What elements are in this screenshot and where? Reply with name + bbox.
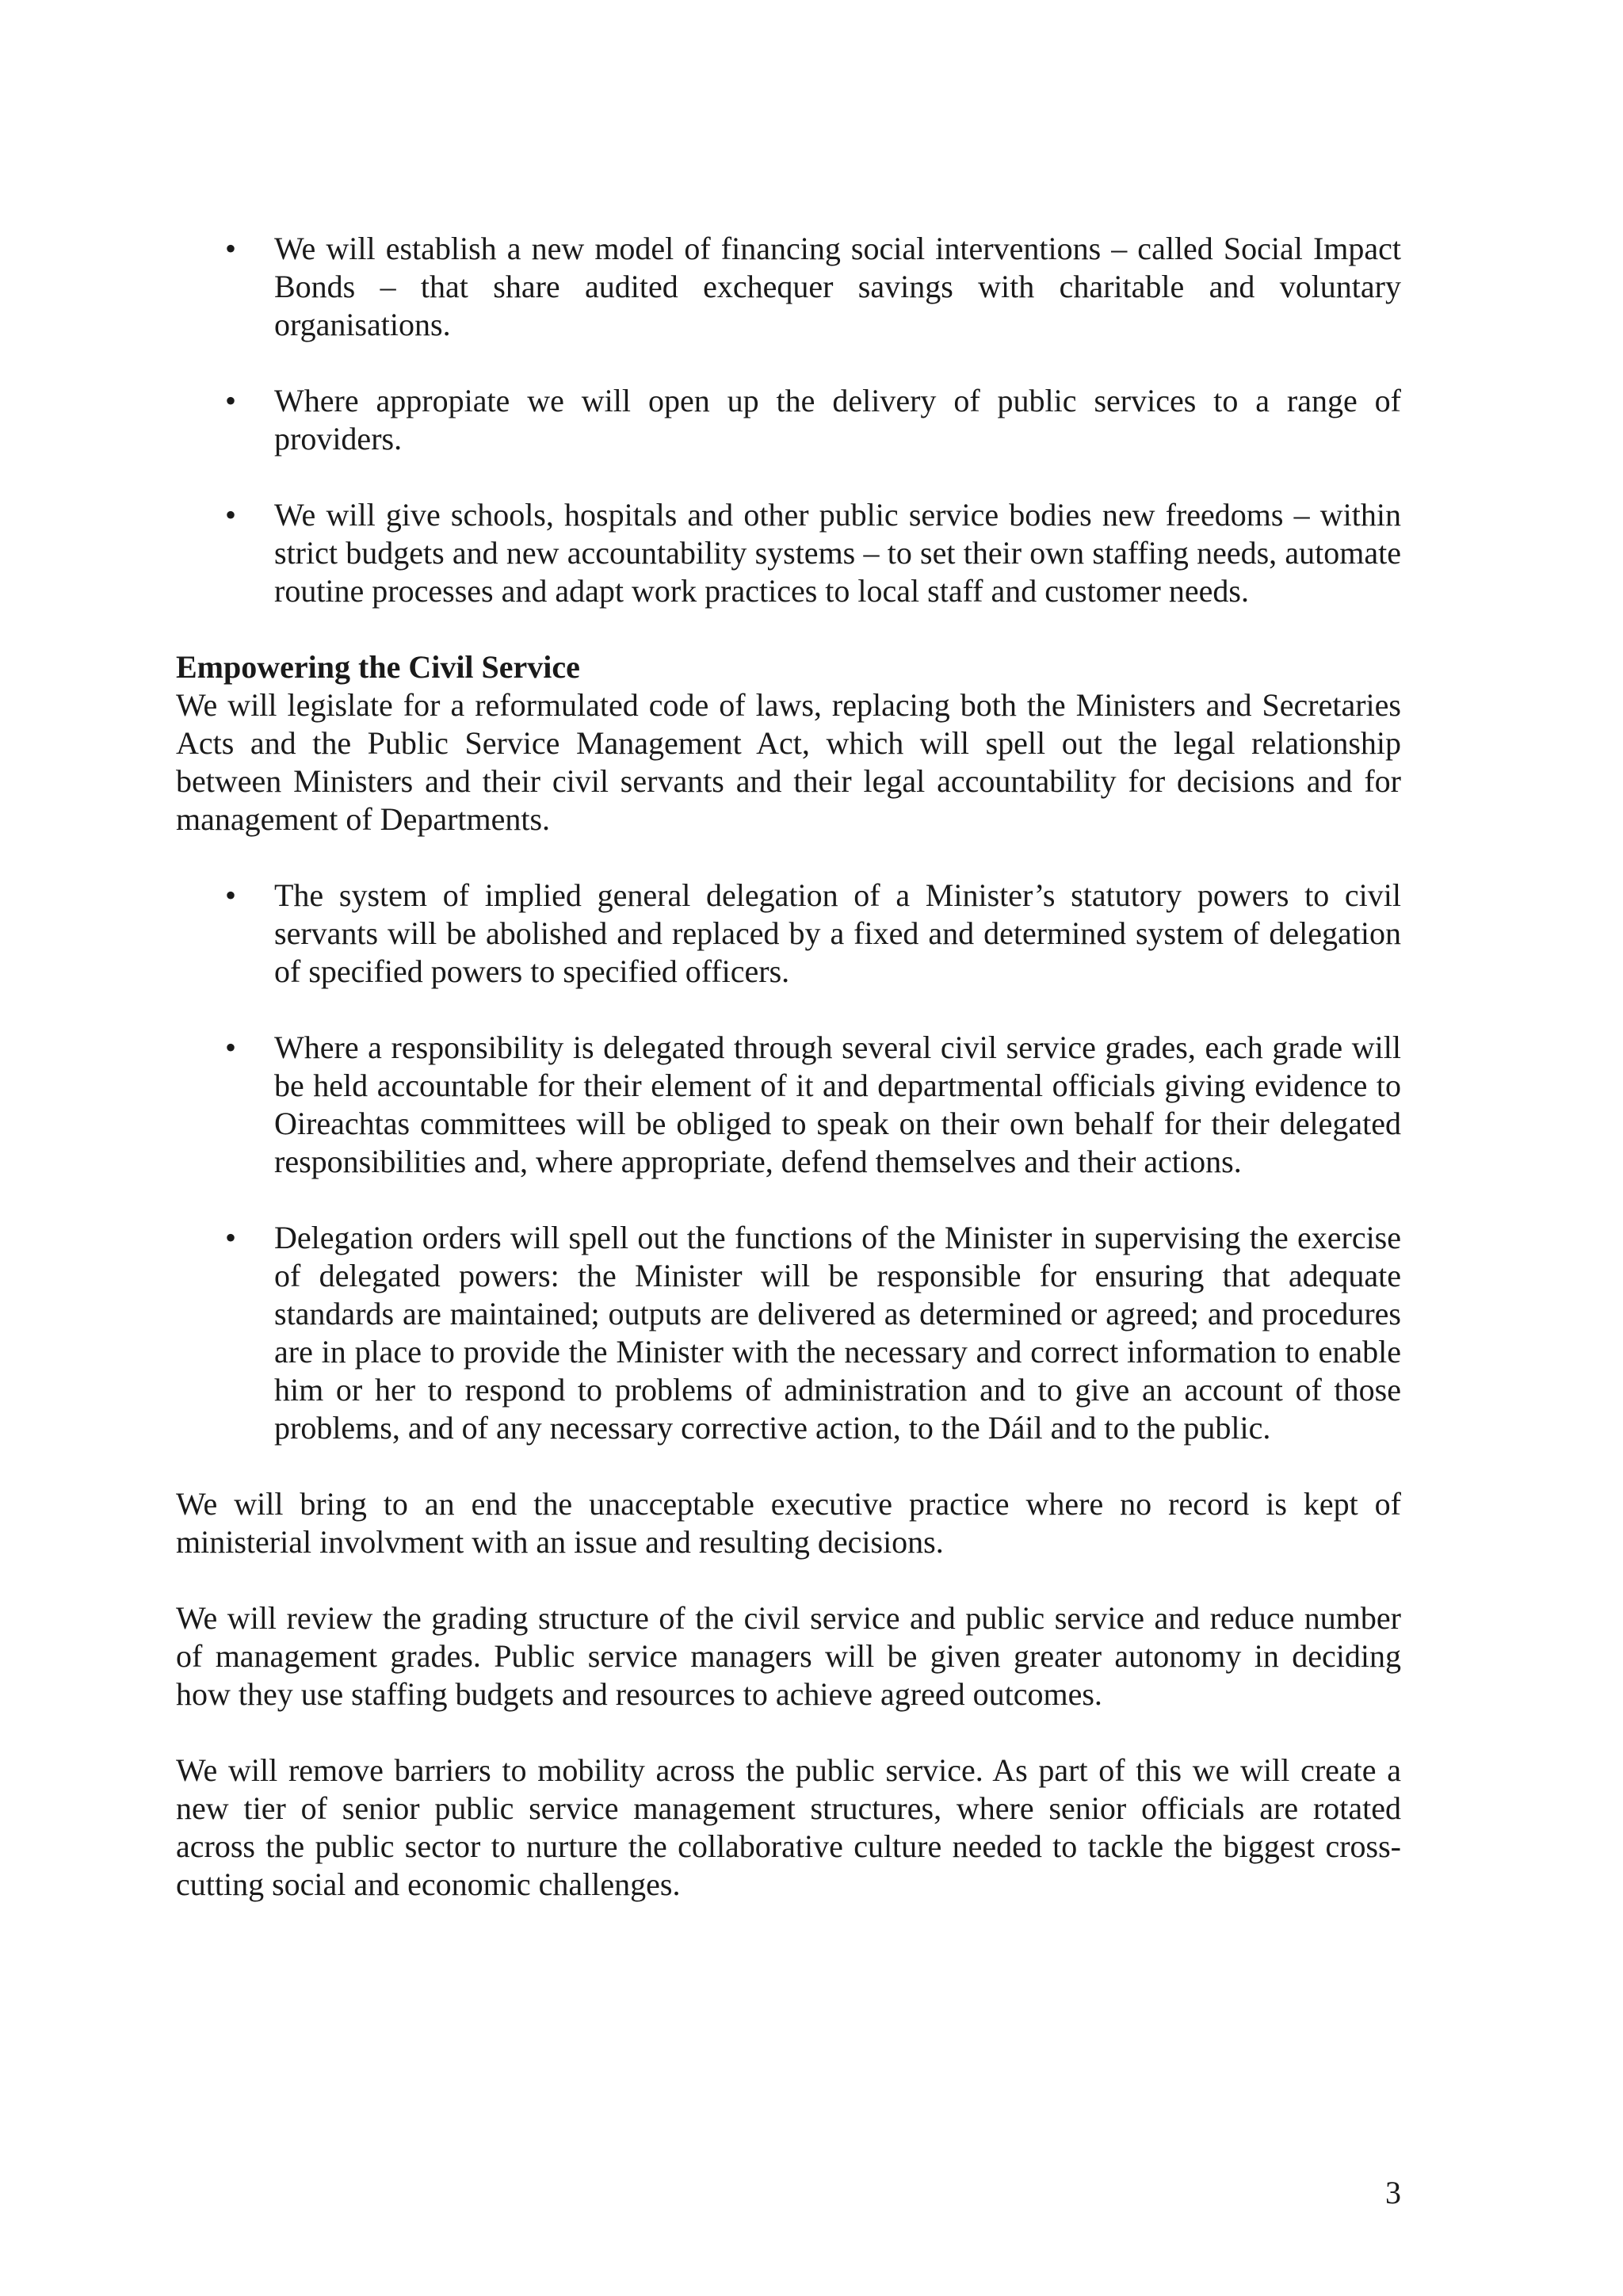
spacer — [176, 1447, 1401, 1485]
bullet-text: Where appropiate we will open up the delivery of public services to a range of providers. — [274, 383, 1401, 457]
bullet-icon: • — [225, 497, 237, 533]
bullet-icon: • — [225, 1030, 237, 1065]
bullet-icon: • — [225, 383, 237, 418]
bullet-icon: • — [225, 877, 237, 913]
page-body — [176, 230, 1401, 1904]
list-item — [176, 230, 1401, 344]
list-item — [176, 1029, 1401, 1181]
bullet-icon: • — [225, 231, 237, 266]
bullet-icon: • — [225, 1220, 237, 1255]
page-number: 3 — [1385, 2175, 1401, 2210]
section-intro-paragraph: We will legislate for a reformulated code of laws, replacing both the Ministers and Secretaries Acts and the Public Service Management Act, which will spell out the legal relationship between Ministers and their civil servants and their legal accountability for decisions and for management of Departments. — [176, 687, 1401, 837]
body-paragraph: We will review the grading structure of the civil service and public service and reduce number of management grades. Public service managers will be given greater autonomy in deciding how they use staffing budgets and resources to achieve agreed outcomes. — [176, 1600, 1401, 1712]
spacer — [176, 610, 1401, 648]
bullet-text: Where a responsibility is delegated through several civil service grades, each grade will be held accountable for their element of it and departmental officials giving evidence to Oireachtas committees will be obliged to speak on their own behalf for their delegated responsibilities and, where appropriate, defend themselves and their actions. — [274, 1030, 1401, 1179]
bullet-list-2 — [176, 877, 1401, 1447]
bullet-text: We will give schools, hospitals and other public service bodies new freedoms – within strict budgets and new accountability systems – to set their own staffing needs, automate routine processes and adapt work practices to local staff and customer needs. — [274, 497, 1401, 609]
bullet-list-1 — [176, 230, 1401, 610]
body-paragraph: We will remove barriers to mobility across the public service. As part of this we will create a new tier of senior public service management structures, where senior officials are rotated across the public sector to nurture the collaborative culture needed to tackle the biggest cross-cutting social and economic challenges. — [176, 1752, 1401, 1902]
bullet-text: The system of implied general delegation of a Minister’s statutory powers to civil servants will be abolished and replaced by a fixed and determined system of delegation of specified powers to specified officers. — [274, 877, 1401, 989]
bullet-text: We will establish a new model of financing social interventions – called Social Impact Bonds – that share audited exchequer savings with charitable and voluntary organisations. — [274, 231, 1401, 342]
section-heading: Empowering the Civil Service — [176, 649, 580, 685]
list-item — [176, 1219, 1401, 1447]
list-item — [176, 496, 1401, 610]
list-item — [176, 877, 1401, 991]
body-paragraph: We will bring to an end the unacceptable executive practice where no record is kept of ministerial involvment with an issue and resulting decisions. — [176, 1486, 1401, 1560]
bullet-text: Delegation orders will spell out the functions of the Minister in supervising the exercise of delegated powers: the Minister will be responsible for ensuring that adequate standards are maintained; outputs are delivered as determined or agreed; and procedures are in place to provide the Minister with the necessary and correct information to enable him or her to respond to problems of administration and to give an account of those problems, and of any necessary corrective action, to the Dáil and to the public. — [274, 1220, 1401, 1446]
list-item — [176, 382, 1401, 458]
